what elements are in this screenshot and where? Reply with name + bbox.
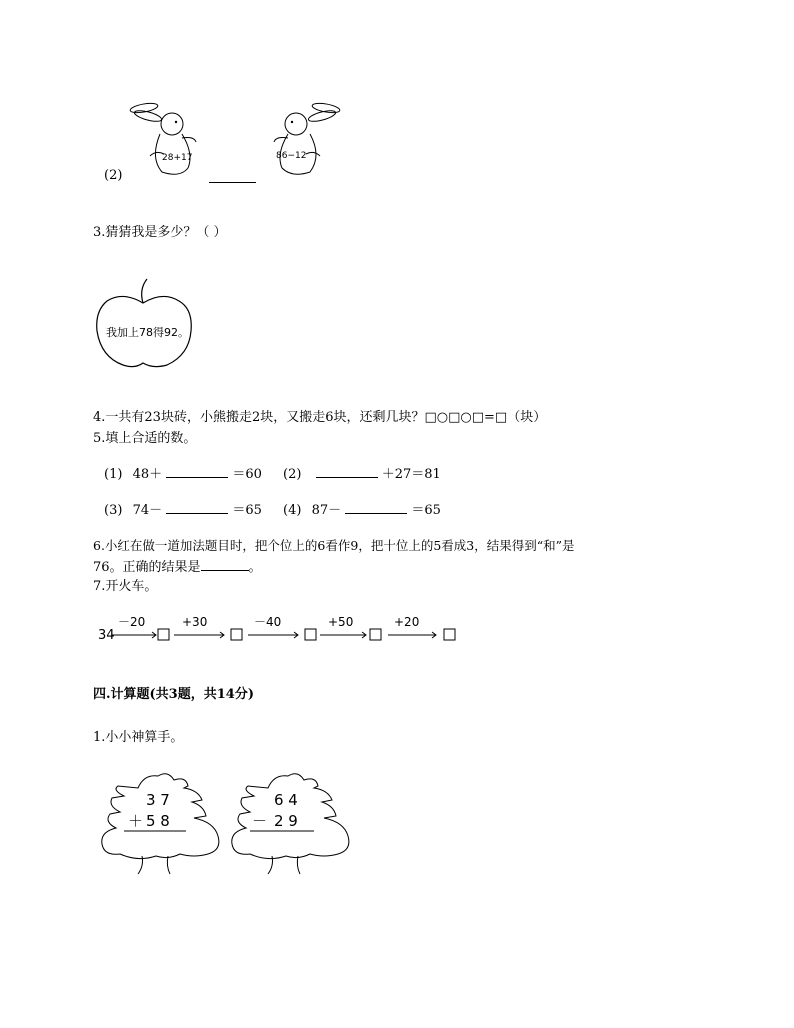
q5-item-label: (1) [104,467,123,482]
tree1-operator: ＋ [128,812,144,830]
section-4-title: 四.计算题(共3题，共14分) [93,687,254,702]
train-figure [98,610,468,650]
rabbit-right-icon [266,98,346,178]
rabbit-right-expression: 86−12 [276,151,307,161]
apple-text: 我加上78得92。 [106,326,189,339]
q5-answer-blank[interactable] [316,465,378,478]
q5-item-1 [104,463,262,482]
q5-item-left: 87－ [311,503,342,518]
train-answer-box[interactable] [158,629,169,640]
q6-line2 [93,556,262,575]
train-start-number: 34 [98,628,115,643]
q5-item-label: (3) [104,503,123,518]
q2-answer-blank[interactable] [209,182,256,183]
rabbit-left-figure [128,98,208,182]
tree2-operator: － [252,812,268,830]
train-answer-box[interactable] [444,629,455,640]
q7-title: 7.开火车。 [93,579,158,594]
apple-icon [93,275,195,371]
tree-icon [228,770,354,876]
tree1-top-number: 3 7 [146,791,170,809]
train-op-1: －20 [118,615,146,629]
q3-text: 3.猜猜我是多少？（ ） [93,225,227,240]
q5-item-left: 74－ [132,503,163,518]
q5-item-3 [104,499,262,518]
tree1-bottom-number: 5 8 [146,812,170,830]
rabbit-left-icon [128,98,208,178]
q6-answer-blank[interactable] [201,558,249,571]
train-op-5: +20 [394,615,420,629]
q5-answer-blank[interactable] [345,501,407,514]
q6-line1: 6.小红在做一道加法题目时，把个位上的6看作9，把十位上的5看成3，结果得到“和”是 [93,538,575,553]
q5-answer-blank[interactable] [166,501,228,514]
q5-item-4 [283,499,441,518]
q5-item-right: ＝60 [232,467,262,482]
calc-tree-1 [98,770,224,880]
q5-item-2 [283,463,441,482]
q5-title: 5.填上合适的数。 [93,431,197,446]
train-op-4: +50 [328,615,354,629]
train-op-3: －40 [254,615,282,629]
q5-item-left: 48＋ [132,467,163,482]
rabbit-left-expression: 28+17 [162,153,193,163]
q5-item-right: ＝65 [411,503,441,518]
tree-icon [98,770,224,876]
train-diagram [98,610,468,646]
q5-item-right: ＋27＝81 [381,467,441,482]
q6-line2-end: 。 [248,560,262,575]
train-answer-box[interactable] [231,629,242,640]
train-op-2: +30 [182,615,208,629]
train-answer-box[interactable] [370,629,381,640]
train-answer-box[interactable] [305,629,316,640]
tree2-top-number: 6 4 [274,791,298,809]
q2-label: (2) [104,168,123,183]
q5-item-label: (4) [283,503,302,518]
q4-text: 4.一共有23块砖，小熊搬走2块，又搬走6块，还剩几块？□○□○□=□（块） [93,410,547,425]
calc-tree-2 [228,770,354,880]
q6-line2-text: 76。正确的结果是 [93,560,201,575]
tree2-bottom-number: 2 9 [274,812,298,830]
q5-item-label: (2) [283,467,302,482]
q5-answer-blank[interactable] [166,465,228,478]
q5-item-right: ＝65 [232,503,262,518]
calc-title: 1.小小神算手。 [93,730,184,745]
rabbit-right-figure [266,98,346,182]
